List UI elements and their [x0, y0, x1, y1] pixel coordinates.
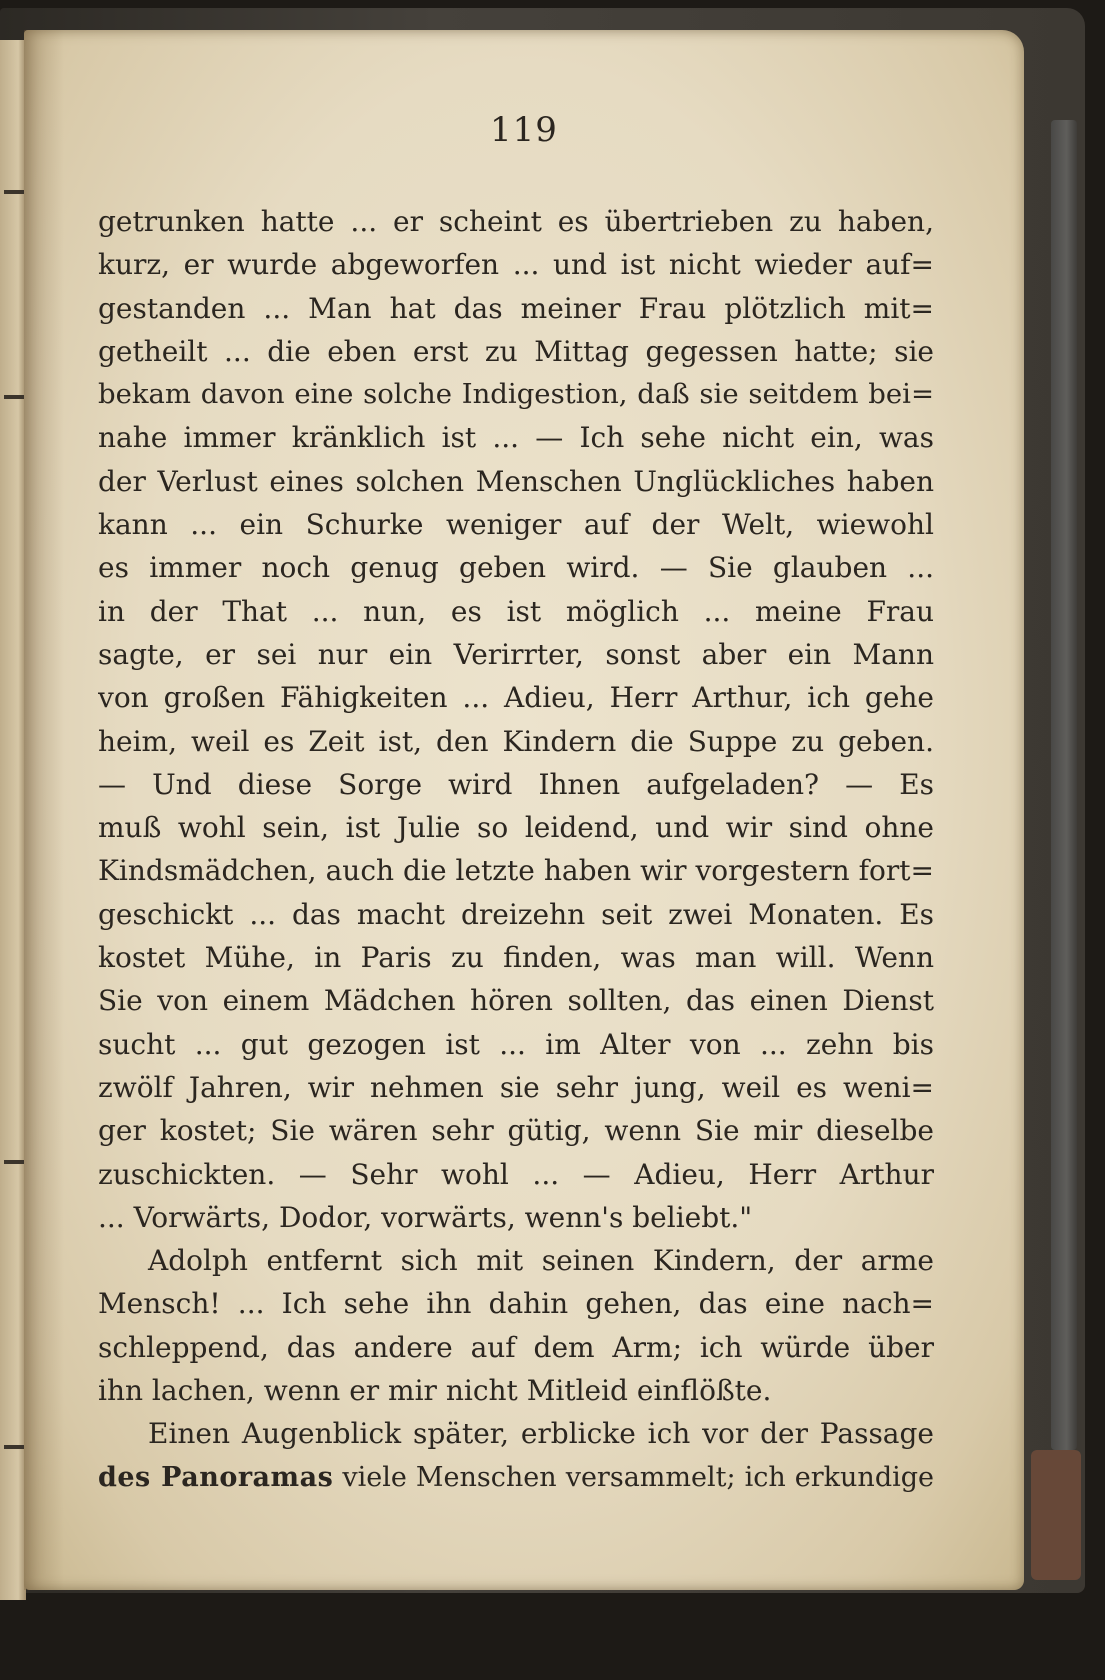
text-line: getrunken hatte ... er scheint es übertrieben zu haben, — [98, 205, 934, 238]
text-line: der Verlust eines solchen Menschen Unglückliches haben — [98, 464, 934, 498]
text-line: Mensch! ... Ich sehe ihn dahin gehen, das eine nach= — [98, 1287, 934, 1321]
text-line: heim, weil es Zeit ist, den Kindern die Suppe zu geben. — [98, 724, 934, 758]
cover-wear-patch — [1031, 1450, 1081, 1580]
margin-tick — [4, 190, 24, 194]
text-line: Adolph entfernt sich mit seinen Kindern, der arme — [148, 1244, 934, 1278]
text-line: getheilt ... die eben erst zu Mittag gegessen hatte; sie — [98, 334, 934, 368]
margin-tick — [4, 1445, 24, 1449]
text-line: von großen Fähigkeiten ... Adieu, Herr Arthur, ich gehe — [98, 681, 934, 715]
text-line: nahe immer kränklich ist ... — Ich sehe nicht ein, was — [98, 421, 934, 455]
text-line: in der That ... nun, es ist möglich ... meine Frau — [98, 594, 934, 628]
book-page — [24, 30, 1024, 1590]
text-line: muß wohl sein, ist Julie so leidend, und wir sind ohne — [98, 811, 934, 845]
text-line: gestanden ... Man hat das meiner Frau plötzlich mit= — [98, 291, 934, 325]
text-line: bekam davon eine solche Indigestion, daß sie seitdem bei= — [98, 378, 934, 411]
text-line — [98, 1456, 934, 1499]
text-line: kurz, er wurde abgeworfen ... und ist nicht wieder auf= — [98, 248, 934, 282]
bold-phrase: des Panoramas — [98, 1461, 334, 1493]
text-line: sagte, er sei nur ein Verirrter, sonst aber ein Mann — [98, 637, 934, 671]
text-line: zuschickten. — Sehr wohl ... — Adieu, Herr Arthur — [98, 1157, 934, 1191]
body-text — [98, 200, 934, 1499]
text-line: Einen Augenblick später, erblicke ich vor der Passage — [148, 1417, 934, 1451]
gutter-shadow — [24, 30, 64, 1590]
text-line: geschickt ... das macht dreizehn seit zwei Monaten. Es — [98, 897, 934, 931]
margin-tick — [4, 395, 24, 399]
text-line: — Und diese Sorge wird Ihnen aufgeladen? — Es — [98, 767, 934, 801]
text-line: schleppend, das andere auf dem Arm; ich würde über — [98, 1330, 934, 1364]
line-rest: viele Menschen versammelt; ich erkundige — [333, 1461, 934, 1493]
text-line: es immer noch genug geben wird. — Sie glauben ... — [98, 551, 934, 585]
page-number: 119 — [490, 110, 558, 150]
text-line: Sie von einem Mädchen hören sollten, das einen Dienst — [98, 984, 934, 1018]
text-line: zwölf Jahren, wir nehmen sie sehr jung, weil es weni= — [98, 1070, 934, 1104]
text-line: ... Vorwärts, Dodor, vorwärts, wenn's beliebt." — [98, 1200, 753, 1234]
text-line: kann ... ein Schurke weniger auf der Welt, wiewohl — [98, 508, 934, 542]
text-line: kostet Mühe, in Paris zu finden, was man will. Wenn — [98, 941, 934, 975]
cover-edge — [1051, 120, 1077, 1450]
text-line: sucht ... gut gezogen ist ... im Alter von ... zehn bis — [98, 1027, 934, 1061]
text-line: ihn lachen, wenn er mir nicht Mitleid einflößte. — [98, 1374, 772, 1408]
previous-page-edge — [0, 40, 26, 1600]
text-line: Kindsmädchen, auch die letzte haben wir vorgestern fort= — [98, 854, 934, 888]
text-line: ger kostet; Sie wären sehr gütig, wenn Sie mir dieselbe — [98, 1114, 934, 1148]
margin-tick — [4, 1160, 24, 1164]
